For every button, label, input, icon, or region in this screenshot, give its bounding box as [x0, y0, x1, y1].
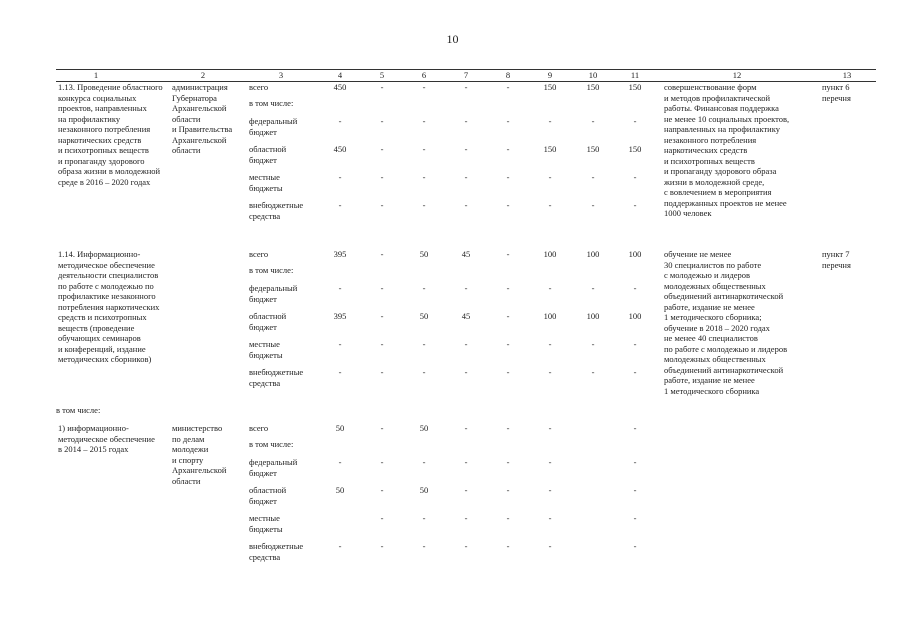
header-col-4: 4 — [337, 70, 343, 80]
amount-cell: - — [422, 513, 426, 523]
amount-cell: - — [422, 367, 426, 377]
header-col-10: 10 — [588, 70, 598, 80]
amount-cell: - — [422, 172, 426, 182]
expected-result: обучение не менее 30 специалистов по работе с молодежью и лидеров молодежных общественных объединений антинаркотической работе, издание не менее 1 методического сборника; обучение в 2018 – 2020 годах не менее 40 специалистов по работе с молодежью и лидеров молодежных общественных объединений антинаркотической работе, издание не менее 1 методического сборника — [664, 249, 788, 396]
amount-cell: - — [548, 200, 552, 210]
funding-source-label: всего — [249, 249, 269, 259]
amount-cell: 150 — [543, 82, 557, 92]
page-number: 10 — [446, 32, 459, 46]
amount-cell: - — [380, 485, 384, 495]
amount-cell: 100 — [586, 311, 600, 321]
amount-cell: - — [380, 513, 384, 523]
amount-cell: - — [506, 283, 510, 293]
amount-cell: 150 — [628, 82, 642, 92]
funding-source-label: областной бюджет — [249, 311, 287, 332]
amount-cell: - — [464, 485, 468, 495]
amount-cell: 50 — [419, 485, 429, 495]
measure-title: 1.13. Проведение областного конкурса социальных проектов, направленных на профилактику незаконного потребления наркотических средств и психотропных веществ и пропаганду здорового образа жизни в молодежной среде в 2016 – 2020 годах — [58, 82, 163, 187]
header-col-1: 1 — [93, 70, 99, 80]
list-reference: пункт 7 перечня — [822, 249, 851, 270]
funding-source-label: местные бюджеты — [249, 339, 283, 360]
header-col-8: 8 — [505, 70, 511, 80]
amount-cell: - — [591, 172, 595, 182]
funding-source-label: в том числе: — [249, 98, 294, 108]
amount-cell: 395 — [333, 311, 347, 321]
amount-cell: - — [380, 144, 384, 154]
amount-cell: - — [422, 144, 426, 154]
amount-cell: - — [633, 367, 637, 377]
amount-cell: - — [464, 457, 468, 467]
amount-cell: - — [506, 513, 510, 523]
amount-cell: - — [338, 541, 342, 551]
amount-cell: - — [380, 249, 384, 259]
funding-source-label: областной бюджет — [249, 144, 287, 165]
funding-source-label: областной бюджет — [249, 485, 287, 506]
amount-cell: 45 — [461, 311, 471, 321]
amount-cell: - — [548, 541, 552, 551]
amount-cell: - — [506, 541, 510, 551]
amount-cell: - — [591, 367, 595, 377]
amount-cell: - — [422, 116, 426, 126]
amount-cell: - — [591, 283, 595, 293]
amount-cell: - — [548, 172, 552, 182]
funding-source-label: в том числе: — [249, 439, 294, 449]
amount-cell: - — [380, 457, 384, 467]
expected-result: совершенствование форм и методов профилактической работы. Финансовая поддержка не менее 10 социальных проектов, направленных на профилактику незаконного потребления наркотических средств и психотропных веществ и пропаганду здорового образа жизни в молодежной среде, с вовлечением в мероприятия поддержанных проектов не менее 1000 человек — [664, 82, 790, 218]
amount-cell: - — [380, 311, 384, 321]
amount-cell: - — [506, 457, 510, 467]
amount-cell: 150 — [586, 144, 600, 154]
amount-cell: - — [506, 172, 510, 182]
amount-cell: - — [633, 339, 637, 349]
executor: администрация Губернатора Архангельской области и Правительства Архангельской области — [172, 82, 233, 155]
funding-source-label: федеральный бюджет — [249, 457, 298, 478]
amount-cell: - — [422, 457, 426, 467]
amount-cell: 50 — [419, 311, 429, 321]
amount-cell: - — [464, 541, 468, 551]
amount-cell: 100 — [628, 249, 642, 259]
funding-source-label: местные бюджеты — [249, 513, 283, 534]
amount-cell: - — [506, 367, 510, 377]
amount-cell: 150 — [628, 144, 642, 154]
amount-cell: - — [633, 423, 637, 433]
amount-cell: - — [633, 485, 637, 495]
amount-cell: - — [380, 283, 384, 293]
amount-cell: 100 — [543, 249, 557, 259]
header-col-2: 2 — [200, 70, 206, 80]
amount-cell: - — [422, 82, 426, 92]
amount-cell: - — [380, 367, 384, 377]
amount-cell: - — [506, 144, 510, 154]
amount-cell: - — [464, 513, 468, 523]
header-col-11: 11 — [630, 70, 640, 80]
amount-cell: - — [380, 339, 384, 349]
header-col-5: 5 — [379, 70, 385, 80]
amount-cell: - — [548, 116, 552, 126]
funding-source-label: всего — [249, 82, 269, 92]
amount-cell: - — [464, 283, 468, 293]
amount-cell: - — [506, 339, 510, 349]
amount-cell: - — [548, 367, 552, 377]
amount-cell: 450 — [333, 144, 347, 154]
amount-cell: - — [338, 172, 342, 182]
amount-cell: - — [380, 541, 384, 551]
amount-cell: - — [464, 172, 468, 182]
amount-cell: - — [464, 423, 468, 433]
executor: министерство по делам молодежи и спорту Архангельской области — [172, 423, 227, 486]
amount-cell: - — [506, 116, 510, 126]
amount-cell: - — [464, 200, 468, 210]
amount-cell: 45 — [461, 249, 471, 259]
funding-source-label: федеральный бюджет — [249, 116, 298, 137]
funding-source-label: в том числе: — [249, 265, 294, 275]
amount-cell: - — [548, 457, 552, 467]
amount-cell: 100 — [628, 311, 642, 321]
amount-cell: - — [633, 541, 637, 551]
amount-cell: - — [548, 283, 552, 293]
measure-title: 1.14. Информационно- методическое обеспечение деятельности специалистов по работе с молодежью по профилактике незаконного потребления наркотических средств и психотропных веществ (проведение обучающих семинаров и конференций, издание методических сборников) — [58, 249, 160, 364]
amount-cell: - — [464, 116, 468, 126]
amount-cell: 50 — [335, 423, 345, 433]
amount-cell: - — [338, 367, 342, 377]
amount-cell: - — [633, 513, 637, 523]
header-col-6: 6 — [421, 70, 427, 80]
list-reference: пункт 6 перечня — [822, 82, 851, 103]
amount-cell: 450 — [333, 82, 347, 92]
amount-cell: - — [633, 200, 637, 210]
table-header — [56, 69, 876, 82]
amount-cell: - — [548, 513, 552, 523]
funding-source-label: федеральный бюджет — [249, 283, 298, 304]
amount-cell: 100 — [543, 311, 557, 321]
header-col-13: 13 — [842, 70, 852, 80]
amount-cell: 50 — [335, 485, 345, 495]
amount-cell: - — [338, 339, 342, 349]
amount-cell: - — [633, 172, 637, 182]
amount-cell: - — [380, 200, 384, 210]
amount-cell: - — [422, 283, 426, 293]
amount-cell: 100 — [586, 249, 600, 259]
amount-cell: - — [338, 457, 342, 467]
funding-source-label: всего — [249, 423, 269, 433]
header-col-7: 7 — [463, 70, 469, 80]
amount-cell: - — [422, 339, 426, 349]
funding-source-label: местные бюджеты — [249, 172, 283, 193]
amount-cell: 395 — [333, 249, 347, 259]
amount-cell: - — [548, 485, 552, 495]
amount-cell: - — [591, 339, 595, 349]
amount-cell: - — [464, 82, 468, 92]
header-col-12: 12 — [732, 70, 742, 80]
amount-cell: - — [506, 423, 510, 433]
amount-cell: - — [506, 200, 510, 210]
funding-source-label: внебюджетные средства — [249, 200, 304, 221]
funding-source-label: внебюджетные средства — [249, 367, 304, 388]
amount-cell: - — [338, 200, 342, 210]
amount-cell: - — [464, 339, 468, 349]
header-col-3: 3 — [278, 70, 284, 80]
amount-cell: - — [464, 367, 468, 377]
measure-title: 1) информационно- методическое обеспечение в 2014 – 2015 годах — [58, 423, 155, 454]
amount-cell: - — [380, 116, 384, 126]
amount-cell: - — [380, 172, 384, 182]
amount-cell: - — [591, 116, 595, 126]
amount-cell: - — [506, 82, 510, 92]
amount-cell: - — [338, 116, 342, 126]
funding-source-label: внебюджетные средства — [249, 541, 304, 562]
amount-cell: - — [506, 485, 510, 495]
amount-cell: 50 — [419, 249, 429, 259]
amount-cell: 50 — [419, 423, 429, 433]
amount-cell: - — [506, 311, 510, 321]
amount-cell: - — [338, 283, 342, 293]
amount-cell: - — [548, 339, 552, 349]
amount-cell: - — [380, 82, 384, 92]
amount-cell: - — [548, 423, 552, 433]
amount-cell: 150 — [586, 82, 600, 92]
amount-cell: - — [633, 283, 637, 293]
amount-cell: - — [422, 200, 426, 210]
amount-cell: - — [380, 423, 384, 433]
amount-cell: - — [422, 541, 426, 551]
in-that-number-label: в том числе: — [56, 405, 101, 415]
amount-cell: - — [506, 249, 510, 259]
amount-cell: 150 — [543, 144, 557, 154]
header-col-9: 9 — [547, 70, 553, 80]
amount-cell: - — [464, 144, 468, 154]
amount-cell: - — [591, 200, 595, 210]
amount-cell: - — [633, 457, 637, 467]
amount-cell: - — [633, 116, 637, 126]
